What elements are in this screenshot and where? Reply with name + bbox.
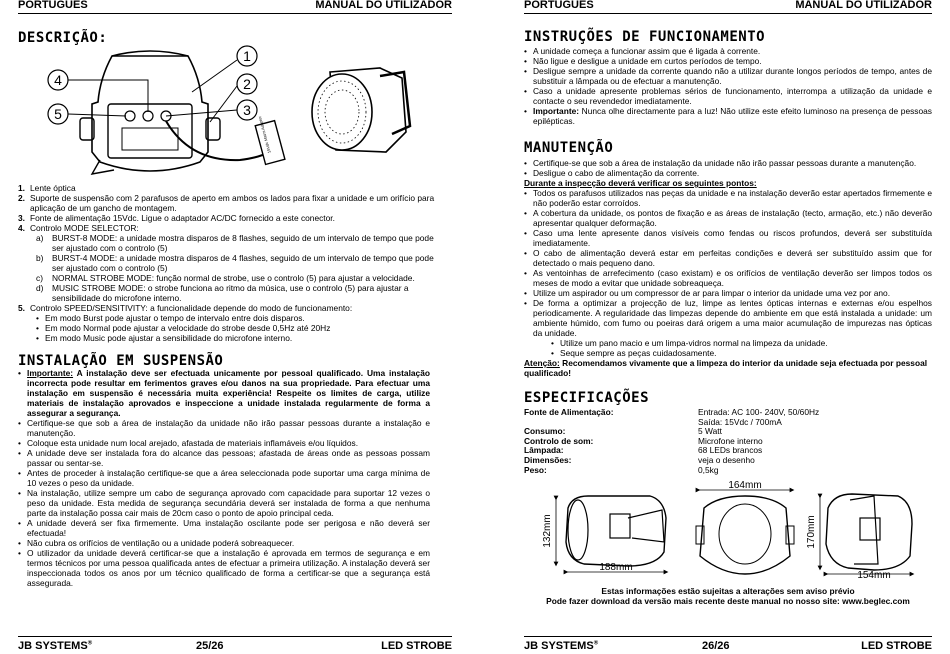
list-item: • Desligue o cabo de alimentação da corrente.	[524, 168, 932, 178]
header-title: MANUAL DO UTILIZADOR	[795, 0, 932, 11]
list-item: • A unidade deve ser instalada fora do alcance das pessoas; afastada de áreas onde as pessoas possam passar ou sentar-se.	[18, 448, 430, 468]
adapter-label: 15Vdc Mains Adapter	[257, 115, 272, 154]
right-page	[488, 0, 950, 654]
footer-brand: JB SYSTEMS®	[524, 640, 599, 652]
table-row: Peso: 0,5kg	[524, 464, 719, 475]
page-number: 25/26	[196, 640, 224, 652]
maintenance-heading: MANUTENÇÃO	[524, 140, 614, 156]
dimension-drawings	[528, 478, 948, 580]
table-row: Consumo: 5 Watt	[524, 426, 722, 437]
dim-height-3: 170mm	[806, 515, 817, 549]
svg-text:1: 1	[243, 48, 251, 64]
list-item: • Em modo Burst pode ajustar o tempo de intervalo entre dois disparos.	[36, 313, 438, 323]
dim-height-1: 132mm	[542, 514, 553, 548]
list-item: • A cobertura da unidade, os pontos de fixação e as áreas de instalação (tecto, armação, etc.) não deverão apresentar qualquer deformação.	[524, 208, 932, 228]
footer-product: LED STROBE	[861, 640, 932, 652]
side-view-icon	[312, 68, 410, 152]
list-item: • Todos os parafusos utilizados nas peças da unidade e na instalação deverão estar apertados firmemente e não poderão estar corroídos.	[524, 188, 932, 208]
list-item: • Certifique-se que sob a área de instalação da unidade não irão passar pessoas durante a instalação e manutenção.	[18, 418, 430, 438]
svg-text:2: 2	[243, 76, 251, 92]
front-view-drawing	[696, 480, 794, 574]
installation-heading: INSTALAÇÃO EM SUSPENSÃO	[18, 353, 224, 369]
page-footer	[524, 636, 932, 652]
footer-brand: JB SYSTEMS®	[18, 640, 93, 652]
header-language: PORTUGUÊS	[18, 0, 88, 11]
list-item: • Antes de proceder à instalação certifique-se que a área seleccionada pode suportar uma carga mínima de 10 vezes o peso da unidade.	[18, 468, 430, 488]
maintenance-list	[524, 158, 932, 378]
callout-3	[166, 100, 257, 120]
table-row: Dimensões: veja o desenho	[524, 454, 755, 465]
table-row: Saída: 15Vdc / 700mA	[698, 416, 782, 427]
list-item: • De forma a optimizar a projecção de luz, limpe as lentes ópticas internas e externas e/ou espelhos periodicamente. A regularidade das limpezas depende do ambiente em que está instalada a unidade: um ambiente húmido, com fumo ou poeiras dará origem a uma maior acumulação de impurezas nas ópticas da unidade.	[524, 298, 932, 338]
header-language: PORTUGUÊS	[524, 0, 594, 11]
installation-list	[18, 368, 430, 588]
list-item: • Coloque esta unidade num local arejado, afastada de materiais inflamáveis e/ou líquidos.	[18, 438, 430, 448]
list-item: • Importante: A instalação deve ser efectuada unicamente por pessoal qualificado. Uma instalação incorrecta pode resultar em ferimentos graves e/ou danos na sua propriedade. Para efectuar uma instalação em suspensão é necessária muita experiência! Respeite os limites de carga, utilize materiais de instalação aprovados e inspeccione a unidade instalada regularmente de forma a assegurar a segurança.	[18, 368, 430, 418]
rear-view-drawing	[806, 494, 912, 580]
page-footer	[18, 636, 452, 652]
list-item: • Em modo Music pode ajustar a sensibilidade do microfone interno.	[36, 333, 438, 343]
checks-heading: Durante a inspecção deverá verificar os seguintes pontos:	[524, 178, 757, 188]
list-item: • Importante: Nunca olhe directamente para a luz! Não utilize este efeito luminoso na presença de pessoas epilépticas.	[524, 106, 932, 126]
callout-5	[48, 104, 126, 124]
list-item: • A unidade começa a funcionar assim que é ligada à corrente.	[524, 46, 932, 56]
list-item: • Utilize um pano macio e um limpa-vidros normal na limpeza da unidade.	[524, 338, 932, 348]
list-item: • Caso uma lente apresente danos visíveis como fendas ou riscos profundos, deverá ser substituída imediatamente.	[524, 228, 932, 248]
page-header	[18, 0, 452, 14]
mode-knob-icon	[125, 111, 135, 121]
list-item: • Certifique-se que sob a área de instalação da unidade não irão passar pessoas durante a manutenção.	[524, 158, 932, 168]
list-item: • O utilizador da unidade deverá certificar-se que a instalação é aprovada em termos de segurança e em termos técnicos por uma pessoa qualificada antes de efectuar a primeira utilização. A instalação deverá ser inspeccionada todos os anos por um técnico qualificado de forma a certificar-se que a segurança está assegurada.	[18, 548, 430, 588]
table-row: Fonte de Alimentação: Entrada: AC 100- 240V, 50/60Hz	[524, 407, 820, 417]
header-title: MANUAL DO UTILIZADOR	[315, 0, 452, 11]
dim-width-1: 188mm	[599, 562, 633, 573]
dim-width-2: 164mm	[728, 480, 762, 491]
list-item: • As ventoinhas de arrefecimento (caso existam) e os orifícios de ventilação deverão ser limpos todos os meses de modo a evitar que unidade sobreaqueça.	[524, 268, 932, 288]
instructions-list	[524, 46, 932, 126]
description-list: 1. Lente óptica 2. Suporte de suspensão com 2 parafusos de aperto em ambos os lados para fixar a unidade e um orifício para aplicação de um gancho de montagem. 3. Fonte de alimentação 15Vdc. Ligue o adaptador AC/DC fornecido a este conector. 4. Controlo MODE SELECTOR: a) BURST-8 MODE: a unidade mostra disparos de 8 flashes, seguido de um intervalo de tempo que pode ser ajustado com o controlo (5) b) BURST-4 MODE: a unidade mostra disparos de 4 flashes, seguido de um intervalo de tempo que pode ser ajustado com o controlo (5) c) NORMAL STROBE MODE: função normal de strobe, use o controlo (5) para ajustar a velocidade. d) MUSIC STROBE MODE: o strobe funciona ao ritmo da música, use o controlo (5) para ajustar a sensibilidade do microfone interno. 5. Controlo SPEED/SENSITIVITY: a funcionalidade depende do modo de funcionamento: • Em modo Burst pode ajustar o tempo de intervalo entre dois disparos. • Em modo Normal pode ajustar a velocidade do strobe desde 0,5Hz até 20Hz • Em modo Music pode ajustar a sensibilidade do microfone interno.	[18, 183, 438, 343]
list-item: • Não ligue e desligue a unidade em curtos períodos de tempo.	[524, 56, 932, 66]
attention-note: Atenção: Recomendamos vivamente que a limpeza do interior da unidade seja efectuada por pessoal qualificado!	[524, 358, 928, 378]
dim-width-3: 154mm	[857, 570, 891, 580]
svg-text:3: 3	[243, 102, 251, 118]
side-view-drawing	[542, 496, 666, 573]
page-number: 26/26	[702, 640, 730, 652]
list-item: • Caso a unidade apresente problemas sérios de funcionamento, interrompa a utilização da unidade e contacte o seu revendedor imediatamente.	[524, 86, 932, 106]
list-item: • A unidade deverá ser fixa firmemente. Uma instalação oscilante pode ser perigosa e não deverá ser efectuada!	[18, 518, 430, 538]
list-item: • Utilize um aspirador ou um compressor de ar para limpar o interior da unidade uma vez por ano.	[524, 288, 932, 298]
list-item: • Seque sempre as peças cuidadosamente.	[524, 348, 932, 358]
product-diagram	[40, 42, 420, 182]
table-row: Controlo de som: Microfone interno	[524, 435, 763, 446]
list-item: • Desligue sempre a unidade da corrente quando não a utilizar durante longos períodos de tempo, antes de substituir a lâmpada ou de efectuar a manutenção.	[524, 66, 932, 86]
spec-table	[524, 408, 932, 475]
list-item: • O cabo de alimentação deverá estar em perfeitas condições e deverá ser substituído assim que for detectado o mais pequeno dano.	[524, 248, 932, 268]
notice: Estas informações estão sujeitas a alterações sem aviso prévio Pode fazer download da versão mais recente deste manual no nosso site: www.beglec.com	[546, 586, 910, 606]
list-item: • Em modo Normal pode ajustar a velocidade do strobe desde 0,5Hz até 20Hz	[36, 323, 438, 333]
page-header	[524, 0, 932, 14]
description-heading: DESCRIÇÃO:	[18, 30, 108, 46]
table-row: Lâmpada: 68 LEDs brancos	[524, 445, 763, 456]
left-page	[0, 0, 470, 654]
svg-text:5: 5	[54, 106, 62, 122]
footer-product: LED STROBE	[381, 640, 452, 652]
power-jack-icon	[143, 111, 153, 121]
specifications-heading: ESPECIFICAÇÕES	[524, 390, 650, 406]
svg-text:4: 4	[54, 72, 62, 88]
list-item: • Não cubra os orifícios de ventilação ou a unidade poderá sobreaquecer.	[18, 538, 430, 548]
instructions-heading: INSTRUÇÕES DE FUNCIONAMENTO	[524, 29, 766, 45]
list-item: • Na instalação, utilize sempre um cabo de segurança aprovado com capacidade para suportar 12 vezes o peso da unidade. Esta medida de segurança secundária deverá ser instalada de forma a que nenhuma parte da instalação possa cair mais de 20cm caso o ponto de apoio principal ceda.	[18, 488, 430, 518]
